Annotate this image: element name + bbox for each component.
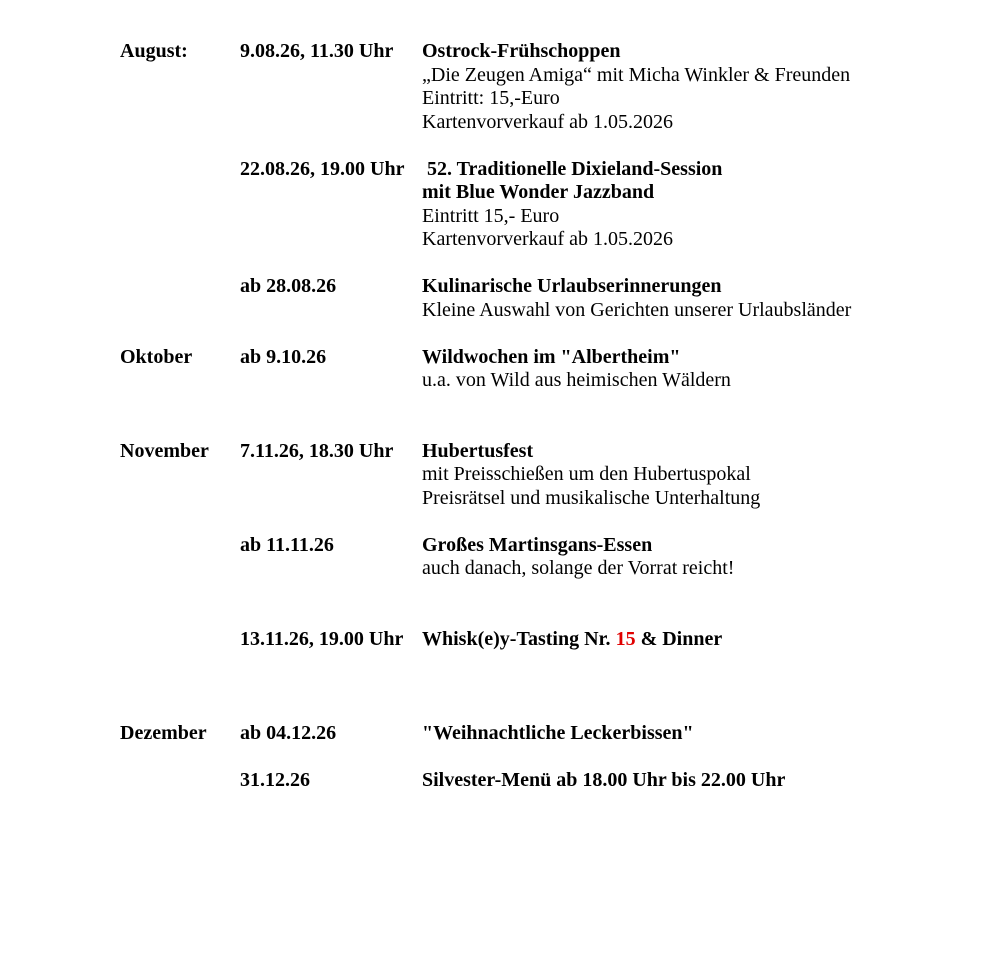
event-datetime: 9.08.26, 11.30 Uhr <box>240 40 394 62</box>
event-detail-line <box>422 299 970 323</box>
month-label <box>120 534 240 581</box>
month-label <box>120 628 240 652</box>
event-description <box>422 346 970 393</box>
event-datetime: ab 28.08.26 <box>240 275 337 297</box>
event-detail-line <box>422 228 970 252</box>
event-datetime: 13.11.26, 19.00 Uhr <box>240 627 404 650</box>
event-title-line <box>422 158 970 182</box>
event-detail-line <box>422 463 970 487</box>
schedule-block <box>120 346 970 393</box>
event-title-line <box>422 346 970 370</box>
text-segment: 52. Traditionelle Dixieland-Session <box>422 157 723 180</box>
highlight-number: 15 <box>615 627 636 650</box>
schedule-block <box>120 628 970 652</box>
event-title-line <box>422 722 970 746</box>
text-segment: Ostrock-Frühschoppen <box>422 40 621 62</box>
event-detail-line <box>422 87 970 111</box>
text-segment: & Dinner <box>635 627 723 650</box>
event-description <box>422 628 970 652</box>
text-segment: „Die Zeugen Amiga“ mit Micha Winkler & Freunden <box>422 63 851 86</box>
month-label: Oktober <box>120 345 193 368</box>
event-title-line <box>422 181 970 205</box>
text-segment: Kartenvorverkauf ab 1.05.2026 <box>422 110 674 133</box>
event-detail-line <box>422 205 970 229</box>
event-title-line <box>422 769 970 793</box>
event-description <box>422 769 970 793</box>
text-segment: auch danach, solange der Vorrat reicht! <box>422 557 735 579</box>
text-segment: mit Blue Wonder Jazzband <box>422 181 655 203</box>
schedule-block <box>120 158 970 252</box>
event-detail-line <box>422 557 970 581</box>
month-label: Dezember <box>120 721 207 744</box>
text-segment: Eintritt 15,- Euro <box>422 204 560 227</box>
event-title-line <box>422 275 970 299</box>
schedule-block <box>120 40 970 134</box>
schedule-block <box>120 769 970 793</box>
month-label <box>120 158 240 252</box>
event-datetime: ab 04.12.26 <box>240 721 337 744</box>
event-detail-line <box>422 369 970 393</box>
month-label <box>120 769 240 793</box>
text-segment: Preisrätsel und musikalische Unterhaltung <box>422 486 761 509</box>
event-datetime: ab 11.11.26 <box>240 533 334 556</box>
event-detail-line <box>422 111 970 135</box>
event-schedule <box>120 40 970 792</box>
event-datetime: 31.12.26 <box>240 768 310 791</box>
text-segment: Kleine Auswahl von Gerichten unserer Urlaubsländer <box>422 298 852 321</box>
event-description <box>422 722 970 746</box>
text-segment: Silvester-Menü ab 18.00 Uhr bis 22.00 Uhr <box>422 768 786 791</box>
text-segment: u.a. von Wild aus heimischen Wäldern <box>422 369 731 391</box>
event-description <box>422 440 970 511</box>
text-segment: Kulinarische Urlaubserinnerungen <box>422 275 722 297</box>
event-detail-line <box>422 487 970 511</box>
text-segment: Großes Martinsgans-Essen <box>422 533 653 556</box>
month-label: November <box>120 439 209 462</box>
event-datetime: ab 9.10.26 <box>240 345 327 368</box>
text-segment: mit Preisschießen um den Hubertuspokal <box>422 463 751 485</box>
event-description <box>422 158 970 252</box>
event-detail-line <box>422 64 970 88</box>
text-segment: Wildwochen im "Albertheim" <box>422 345 681 368</box>
schedule-block <box>120 722 970 746</box>
text-segment: Hubertusfest <box>422 439 534 462</box>
event-title-line <box>422 440 970 464</box>
schedule-block <box>120 534 970 581</box>
event-title-line <box>422 628 970 652</box>
text-segment: Kartenvorverkauf ab 1.05.2026 <box>422 228 674 250</box>
schedule-block <box>120 275 970 322</box>
text-segment: Eintritt: 15,-Euro <box>422 87 560 109</box>
event-datetime: 22.08.26, 19.00 Uhr <box>240 157 405 180</box>
text-segment: Whisk(e)y-Tasting Nr. <box>422 627 616 650</box>
event-title-line <box>422 534 970 558</box>
month-label <box>120 275 240 322</box>
event-datetime: 7.11.26, 18.30 Uhr <box>240 439 394 462</box>
text-segment: "Weihnachtliche Leckerbissen" <box>422 721 694 744</box>
month-label: August: <box>120 40 188 62</box>
schedule-block <box>120 440 970 511</box>
event-description <box>422 275 970 322</box>
event-description <box>422 534 970 581</box>
event-description <box>422 40 970 134</box>
event-title-line <box>422 40 970 64</box>
